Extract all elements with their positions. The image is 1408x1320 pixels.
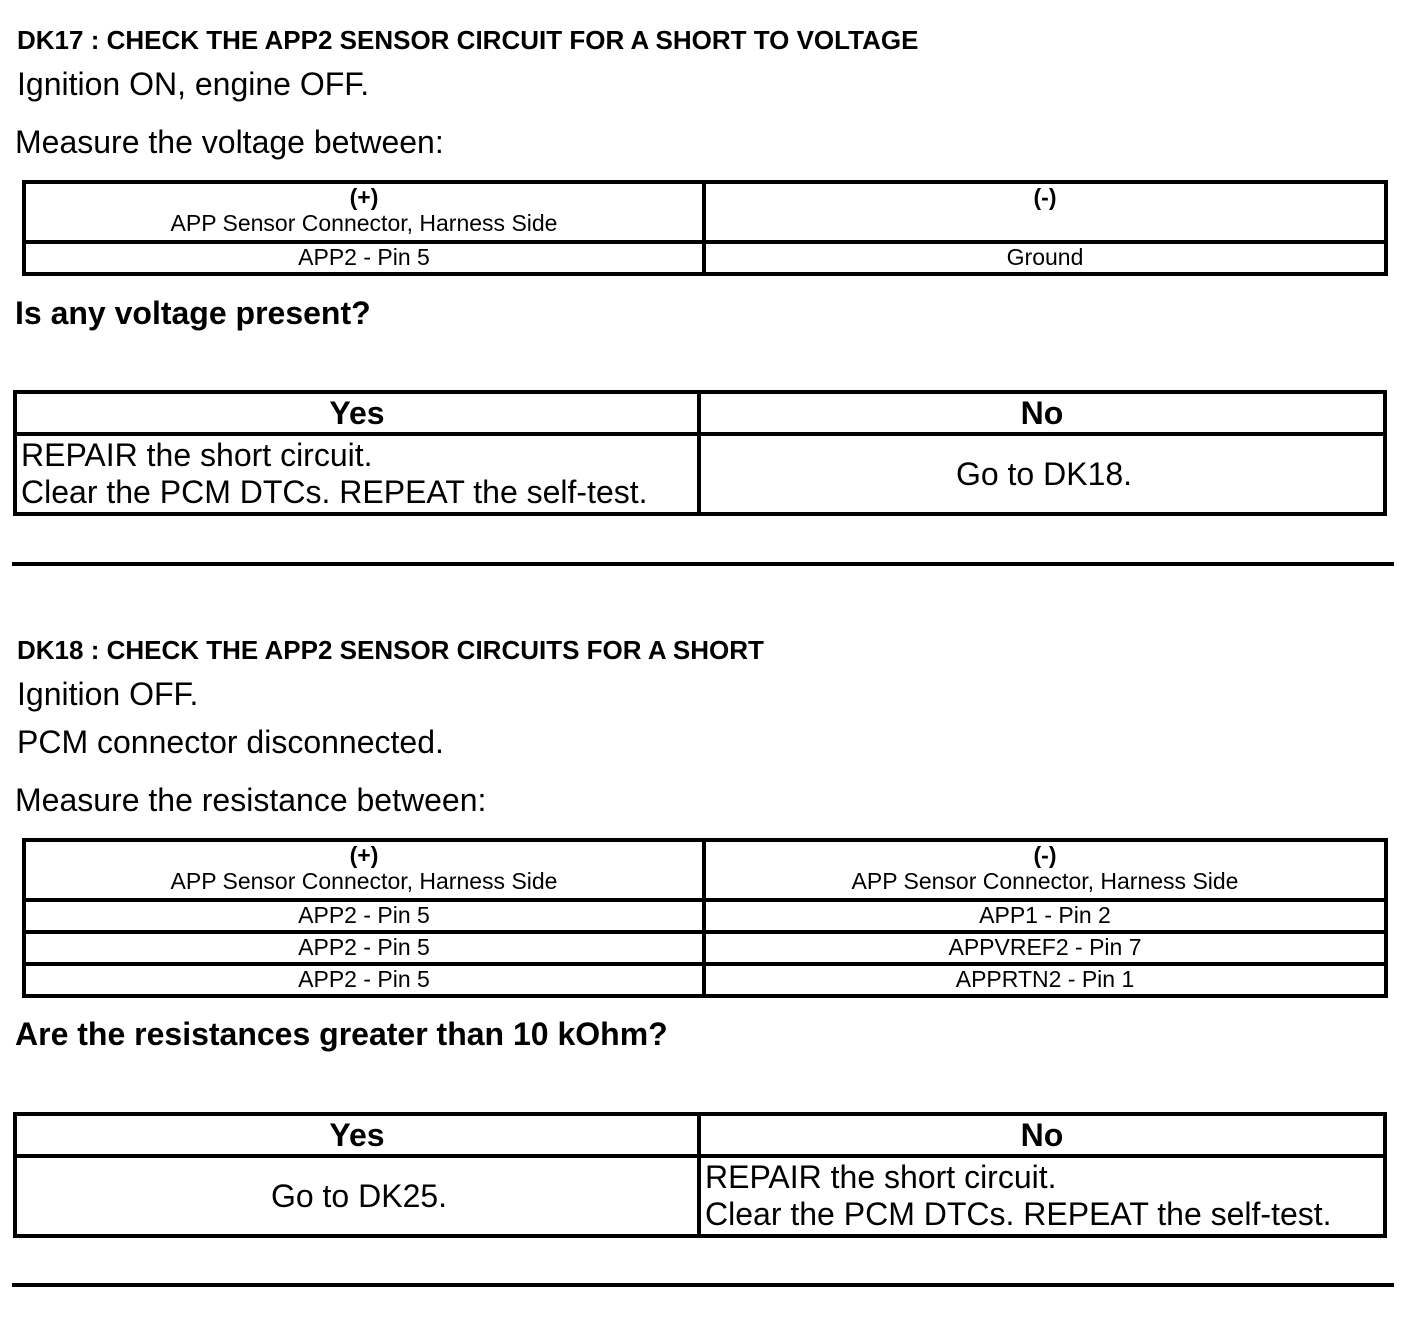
table-row (24, 964, 1386, 996)
dk18-result-table (13, 1112, 1387, 1238)
plus-header: (+) (349, 184, 379, 210)
dk17-result-table (13, 390, 1387, 516)
table-row (24, 242, 1386, 274)
minus-cell: APPRTN2 - Pin 1 (704, 964, 1386, 996)
dk17-question: Is any voltage present? (15, 295, 371, 331)
no-line-1: REPAIR the short circuit. (705, 1159, 1057, 1195)
dk18-measure-table (22, 838, 1388, 998)
no-header: No (699, 392, 1385, 434)
minus-cell: APPVREF2 - Pin 7 (704, 932, 1386, 964)
yes-cell: Go to DK25. (15, 1156, 699, 1236)
minus-header-cell (704, 840, 1386, 900)
minus-header: (-) (1033, 842, 1057, 868)
section-divider (12, 1283, 1394, 1287)
table-row (24, 932, 1386, 964)
dk18-condition-1: Ignition OFF. (17, 676, 199, 712)
no-cell (699, 1156, 1385, 1236)
plus-cell: APP2 - Pin 5 (24, 964, 704, 996)
dk18-instruction: Measure the resistance between: (15, 782, 487, 818)
yes-cell (15, 434, 699, 514)
plus-cell: APP2 - Pin 5 (24, 900, 704, 932)
plus-header-cell (24, 840, 704, 900)
plus-cell: APP2 - Pin 5 (24, 242, 704, 274)
minus-header: (-) (1033, 184, 1057, 210)
minus-subheader: APP Sensor Connector, Harness Side (851, 868, 1239, 894)
dk17-condition: Ignition ON, engine OFF. (17, 66, 370, 102)
plus-header: (+) (349, 842, 379, 868)
yes-header: Yes (15, 392, 699, 434)
dk18-heading: DK18 : CHECK THE APP2 SENSOR CIRCUITS FOR A SHORT (17, 635, 764, 665)
no-header: No (699, 1114, 1385, 1156)
plus-header-cell (24, 182, 704, 242)
section-divider (12, 562, 1394, 566)
minus-cell: APP1 - Pin 2 (704, 900, 1386, 932)
yes-line-1: REPAIR the short circuit. (21, 437, 373, 473)
dk18-condition-2: PCM connector disconnected. (17, 724, 444, 760)
minus-cell: Ground (704, 242, 1386, 274)
yes-header: Yes (15, 1114, 699, 1156)
dk17-heading: DK17 : CHECK THE APP2 SENSOR CIRCUIT FOR A SHORT TO VOLTAGE (17, 25, 919, 55)
yes-line-2: Clear the PCM DTCs. REPEAT the self-test. (21, 474, 648, 510)
plus-subheader: APP Sensor Connector, Harness Side (170, 868, 558, 894)
table-row (24, 900, 1386, 932)
dk17-measure-table (22, 180, 1388, 276)
dk18-question: Are the resistances greater than 10 kOhm? (15, 1016, 668, 1052)
no-line-2: Clear the PCM DTCs. REPEAT the self-test. (705, 1196, 1332, 1232)
no-cell: Go to DK18. (699, 434, 1385, 514)
plus-cell: APP2 - Pin 5 (24, 932, 704, 964)
plus-subheader: APP Sensor Connector, Harness Side (170, 210, 558, 236)
minus-header-cell (704, 182, 1386, 242)
dk17-instruction: Measure the voltage between: (15, 124, 444, 160)
